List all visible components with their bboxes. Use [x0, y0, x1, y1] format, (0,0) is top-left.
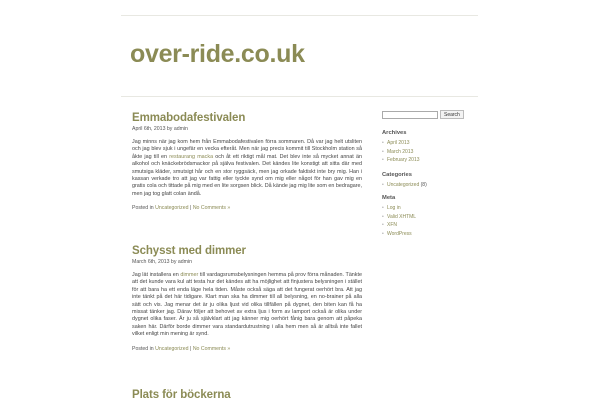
- login-link[interactable]: Log in: [387, 205, 401, 211]
- meta-widget: [382, 195, 472, 238]
- sidebar: [382, 110, 472, 237]
- post-schysst-med-dimmer: [132, 245, 362, 352]
- site-title[interactable]: over-ride.co.uk: [130, 40, 305, 68]
- post-footer: [132, 346, 362, 352]
- search-input[interactable]: [382, 111, 438, 119]
- valid-xhtml-link[interactable]: Valid XHTML: [387, 213, 417, 220]
- archive-item: [382, 148, 472, 157]
- post-body-link[interactable]: restaurang macka: [169, 153, 214, 160]
- category-count: (8): [420, 182, 427, 188]
- post-meta: March 6th, 2013 by admin: [132, 259, 192, 265]
- meta-item: [382, 230, 472, 239]
- category-link[interactable]: Uncategorized: [387, 182, 420, 188]
- search-form: [382, 110, 472, 119]
- meta-title: Meta: [382, 195, 396, 201]
- xfn-link[interactable]: XFN: [387, 222, 397, 229]
- post-body-text: Jag minns när jag kom hem från Emmabodafestivalen förra sommaren. Då var jag helt utsliten och jag blev sjuk i ungefär en vecka efteråt. Men när jag precis kommit till Stockholm station så åkte jag till en: [132, 139, 362, 160]
- post-body: [132, 139, 362, 198]
- wordpress-link[interactable]: WordPress: [387, 230, 412, 237]
- post-emmabodafestivalen: [132, 112, 362, 211]
- archives-widget: [382, 130, 472, 165]
- archive-link[interactable]: February 2013: [387, 157, 420, 164]
- posted-in-label: Posted in: [132, 205, 154, 212]
- post-plats-for-bockerna: [132, 389, 362, 400]
- comments-link[interactable]: No Comments »: [192, 205, 231, 212]
- posted-in-label: Posted in: [132, 345, 154, 352]
- category-item: [382, 181, 472, 190]
- post-meta: April 6th, 2013 by admin: [132, 126, 188, 132]
- archives-list: [382, 139, 472, 165]
- post-title-link[interactable]: Schysst med dimmer: [132, 245, 246, 257]
- archive-link[interactable]: March 2013: [387, 148, 414, 155]
- archive-link[interactable]: April 2013: [387, 140, 410, 146]
- header-bottom-rule: [121, 96, 478, 97]
- post-body-link[interactable]: dimmer: [180, 272, 199, 278]
- header-top-rule: [121, 15, 478, 16]
- footer-separator: |: [190, 205, 192, 212]
- post-body-text-cont: till vardagsrumsbelysningen hemma på prov förra månaden. Tänkte att det kunde vara kul att testa hur det kändes att ha möjlighet att finjustera belysningen i stället för att bara ha ett enda läge hela tiden. Måste också säga att det fungerat oerhört bra. Att jag inte tänkt på det här tidigare. Klart man ska ha dimmer till all belysning, en no-brainer på alla sätt och vis. Jag menar det är ju olika ljust vid olika tillfällen på dygnet, den biten kan få ha missat tänker jag. Därav följer att behovet av extra ljus i form av lamport också är olika under dygnet olika faser. Är ju så självklart att jag känner mig oerhört fånig bara genom att påpeka saken här. Därför borde dimmer vara standardutrustning i alla hem men så är alltså inte fallet vilket enligt min mening är synd.: [132, 272, 362, 338]
- categories-list: [382, 181, 472, 190]
- post-body-text-cont: och åt ett riktigt mål mat. Det blev inte så mycket annat än alkohol och knäckebrödsmackor på själva festivalen. Det kändes lite konstigt att sitta där med smutsiga kläder, smutsigt hår och en stor ryggsäck, men jag orkade faktiskt inte bry mig. Han i kassan verkade tro att jag var fattig eller tyckte synd om mig eller något för han gav mig en gratis cola och tittade på mig med en lite sorgsen blick. Då kände jag mig lite som en bedragare, men jag tog glatt colan ändå.: [132, 153, 362, 197]
- meta-item: [382, 221, 472, 230]
- post-footer: [132, 205, 362, 211]
- post-body: [132, 272, 362, 339]
- comments-link[interactable]: No Comments »: [192, 345, 231, 352]
- categories-title: Categories: [382, 172, 412, 178]
- meta-item: [382, 213, 472, 222]
- category-link[interactable]: Uncategorized: [155, 205, 189, 212]
- archive-item: [382, 156, 472, 165]
- post-body-text: Jag lät installera en: [132, 272, 181, 278]
- meta-item: [382, 204, 472, 213]
- archive-item: [382, 139, 472, 148]
- meta-list: [382, 204, 472, 238]
- archives-title: Archives: [382, 130, 407, 136]
- footer-separator: |: [190, 345, 192, 352]
- post-title-link[interactable]: Emmabodafestivalen: [132, 112, 246, 124]
- post-title-link[interactable]: Plats för böckerna: [132, 389, 231, 400]
- category-link[interactable]: Uncategorized: [155, 345, 189, 352]
- categories-widget: [382, 172, 472, 190]
- search-button[interactable]: Search: [440, 110, 464, 119]
